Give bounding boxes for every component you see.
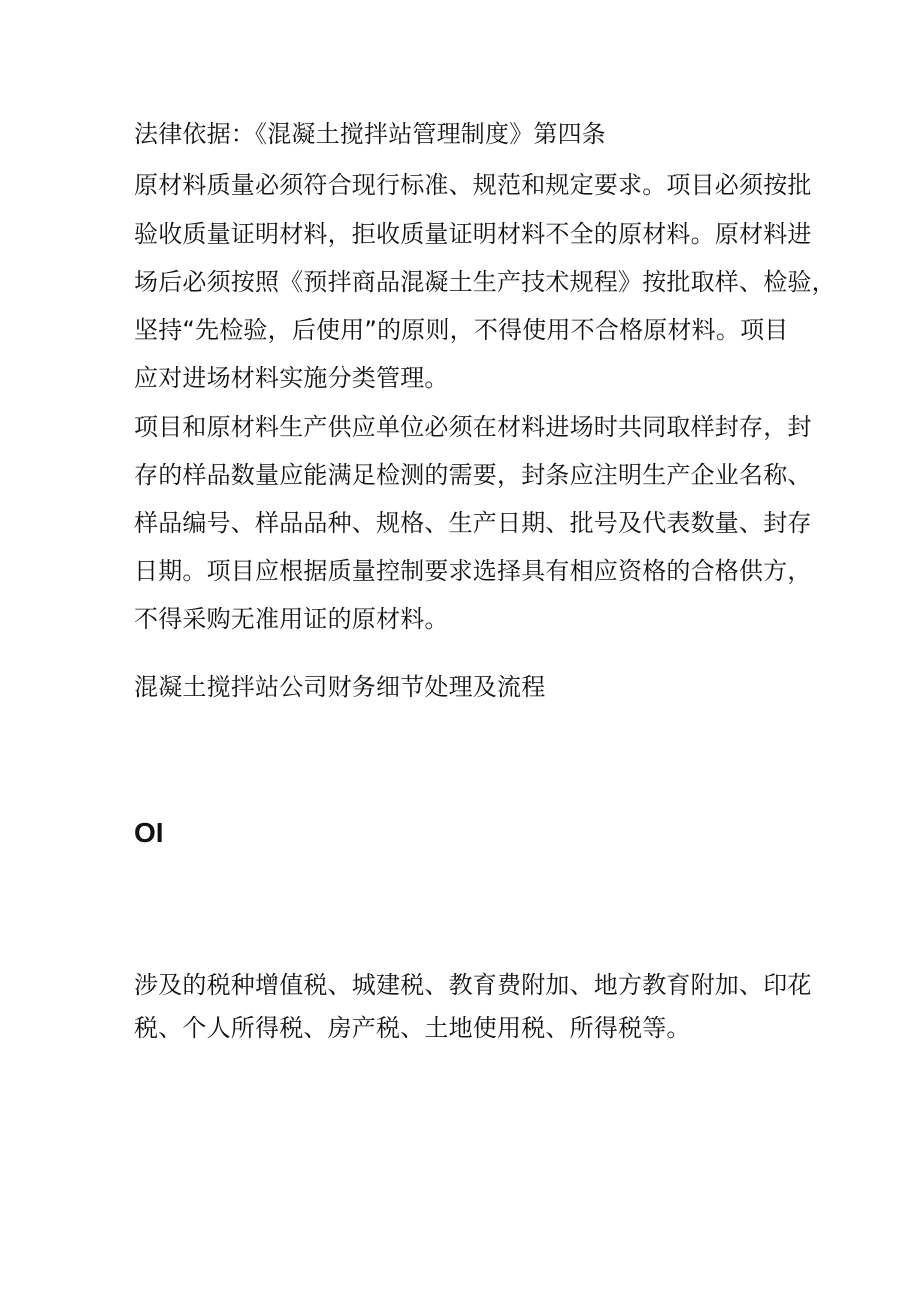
tax-line-2: 税、个人所得税、房产税、土地使用税、所得税等。 bbox=[134, 1014, 691, 1042]
para2-line-4: 日期。项目应根据质量控制要求选择具有相应资格的合格供方， bbox=[134, 557, 812, 585]
para1-line-1: 原材料质量必须符合现行标准、规范和规定要求。项目必须按批 bbox=[134, 171, 812, 199]
para1-line-3: 场后必须按照《预拌商品混凝土生产技术规程》按批取样、检验， bbox=[134, 268, 836, 296]
tax-line-1: 涉及的税种增值税、城建税、教育费附加、地方教育附加、印花 bbox=[134, 971, 812, 999]
para2-line-1: 项目和原材料生产供应单位必须在材料进场时共同取样封存，封 bbox=[134, 413, 812, 441]
para2-line-5: 不得采购无准用证的原材料。 bbox=[134, 605, 449, 633]
para1-line-4: 坚持“先检验，后使用”的原则，不得使用不合格原材料。项目 bbox=[134, 316, 789, 344]
legal-basis-line: 法律依据：《混凝土搅拌站管理制度》第四条 bbox=[134, 120, 606, 148]
para2-line-3: 样品编号、样品品种、规格、生产日期、批号及代表数量、封存 bbox=[134, 509, 812, 537]
para1-line-5: 应对进场材料实施分类管理。 bbox=[134, 364, 449, 392]
para1-line-2: 验收质量证明材料，拒收质量证明材料不全的原材料。原材料进 bbox=[134, 220, 812, 248]
section-title: 混凝土搅拌站公司财务细节处理及流程 bbox=[134, 673, 546, 701]
section-number: OI bbox=[134, 817, 164, 848]
para2-line-2: 存的样品数量应能满足检测的需要，封条应注明生产企业名称、 bbox=[134, 461, 812, 489]
